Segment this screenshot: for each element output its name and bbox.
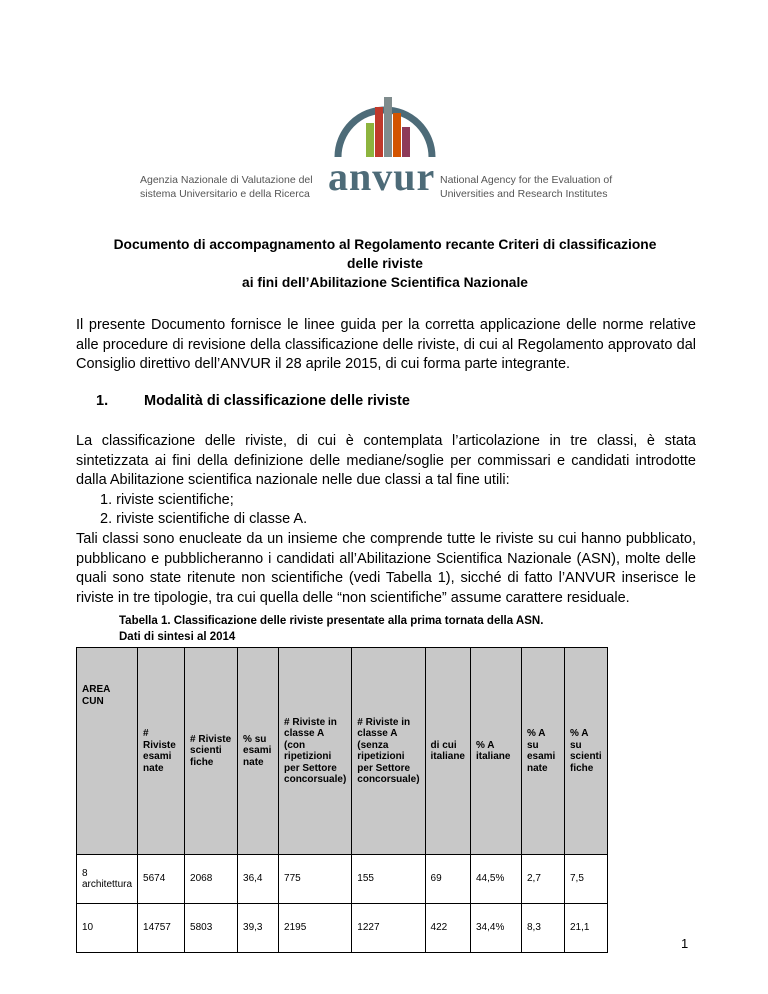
- section-heading: [96, 393, 410, 409]
- table-row: [77, 904, 608, 953]
- header-classe-a-senza: # Riviste in classe A (senza ripetizioni per Settore concorsuale): [352, 648, 425, 855]
- table-cell: 2195: [279, 904, 352, 953]
- section-title: Modalità di classificazione delle riviste: [144, 393, 410, 409]
- table-cell: 2,7: [521, 855, 564, 904]
- title-line: Documento di accompagnamento al Regolamento recante Criteri di classificazione: [113, 237, 657, 252]
- list-item: 2. riviste scientifiche di classe A.: [100, 511, 308, 527]
- header-riviste-scientifiche: # Riviste scienti fiche: [185, 648, 238, 855]
- section-paragraph: La classificazione delle riviste, di cui è contemplata l’articolazione in tre classi, è stata sintetizzata ai fini della definizione delle mediane/soglie per commissari e candidati introdotte dalla Abilitazione scientifica nazionale nelle due classi a tal fine utili:: [76, 433, 696, 488]
- logo-right-line: National Agency for the Evaluation of: [440, 174, 613, 186]
- table-cell: 8 architettura: [77, 855, 138, 904]
- logo-english-text: [440, 173, 640, 201]
- section-number: 1.: [96, 393, 109, 409]
- caption-line: Tabella 1. Classificazione delle riviste presentate alla prima tornata della ASN.: [119, 615, 544, 627]
- caption-line: Dati di sintesi al 2014: [119, 630, 236, 643]
- table-cell: 2068: [185, 855, 238, 904]
- table-cell: 21,1: [564, 904, 607, 953]
- table-cell: 422: [425, 904, 470, 953]
- table-cell: 5674: [138, 855, 185, 904]
- logo-right-line: Universities and Research Institutes: [440, 188, 608, 200]
- table-cell: 1227: [352, 904, 425, 953]
- table-cell: 44,5%: [470, 855, 521, 904]
- table-cell: 36,4: [238, 855, 279, 904]
- table-cell: 39,3: [238, 904, 279, 953]
- table-header-row: [77, 648, 608, 855]
- logo-italian-text: [140, 173, 320, 201]
- header-riviste-esaminate: # Riviste esami nate: [138, 648, 185, 855]
- table-cell: 7,5: [564, 855, 607, 904]
- header-pct-a-esaminate: % A su esami nate: [521, 648, 564, 855]
- page-number: 1: [681, 936, 689, 951]
- table-cell: 10: [77, 904, 138, 953]
- logo-left-line: sistema Universitario e della Ricerca: [140, 188, 310, 200]
- classification-table: [76, 647, 608, 953]
- table-cell: 8,3: [521, 904, 564, 953]
- header-classe-a-con: # Riviste in classe A (con ripetizioni per Settore concorsuale): [279, 648, 352, 855]
- table-caption: [119, 614, 679, 645]
- table-cell: 14757: [138, 904, 185, 953]
- table-cell: 69: [425, 855, 470, 904]
- list-item: 1. riviste scientifiche;: [100, 492, 234, 508]
- table-cell: 775: [279, 855, 352, 904]
- header-area-cun: AREA CUN: [77, 648, 138, 855]
- intro-paragraph: Il presente Documento fornisce le linee guida per la corretta applicazione delle norme relative alle procedure di revisione della classificazione delle riviste, di cui al Regolamento approvato dal Consiglio direttivo dell’ANVUR il 28 aprile 2015, di cui forma parte integrante.: [76, 317, 696, 372]
- logo-wordmark: anvur: [328, 154, 436, 199]
- title-line: delle riviste: [347, 256, 423, 271]
- logo-header: [0, 95, 768, 205]
- header-italiane: di cui italiane: [425, 648, 470, 855]
- table-cell: 34,4%: [470, 904, 521, 953]
- header-pct-a-italiane: % A italiane: [470, 648, 521, 855]
- header-pct-esaminate: % su esami nate: [238, 648, 279, 855]
- document-title: [80, 235, 690, 292]
- logo-left-line: Agenzia Nazionale di Valutazione del: [140, 174, 313, 186]
- title-line: ai fini dell’Abilitazione Scientifica Nazionale: [242, 275, 528, 290]
- table-row: [77, 855, 608, 904]
- section-paragraph-2: Tali classi sono enucleate da un insieme che comprende tutte le riviste su cui hanno pubblicato, pubblicano e pubblicheranno i candidati all’Abilitazione Scientifica Nazionale (ASN), molte delle quali sono state ritenute non scientifiche (vedi Tabella 1), sicché di fatto l’ANVUR inserisce le riviste in tre tipologie, tra cui quella delle “non scientifiche” assume carattere residuale.: [76, 531, 696, 606]
- table-cell: 5803: [185, 904, 238, 953]
- table-cell: 155: [352, 855, 425, 904]
- header-pct-a-scientifiche: % A su scienti fiche: [564, 648, 607, 855]
